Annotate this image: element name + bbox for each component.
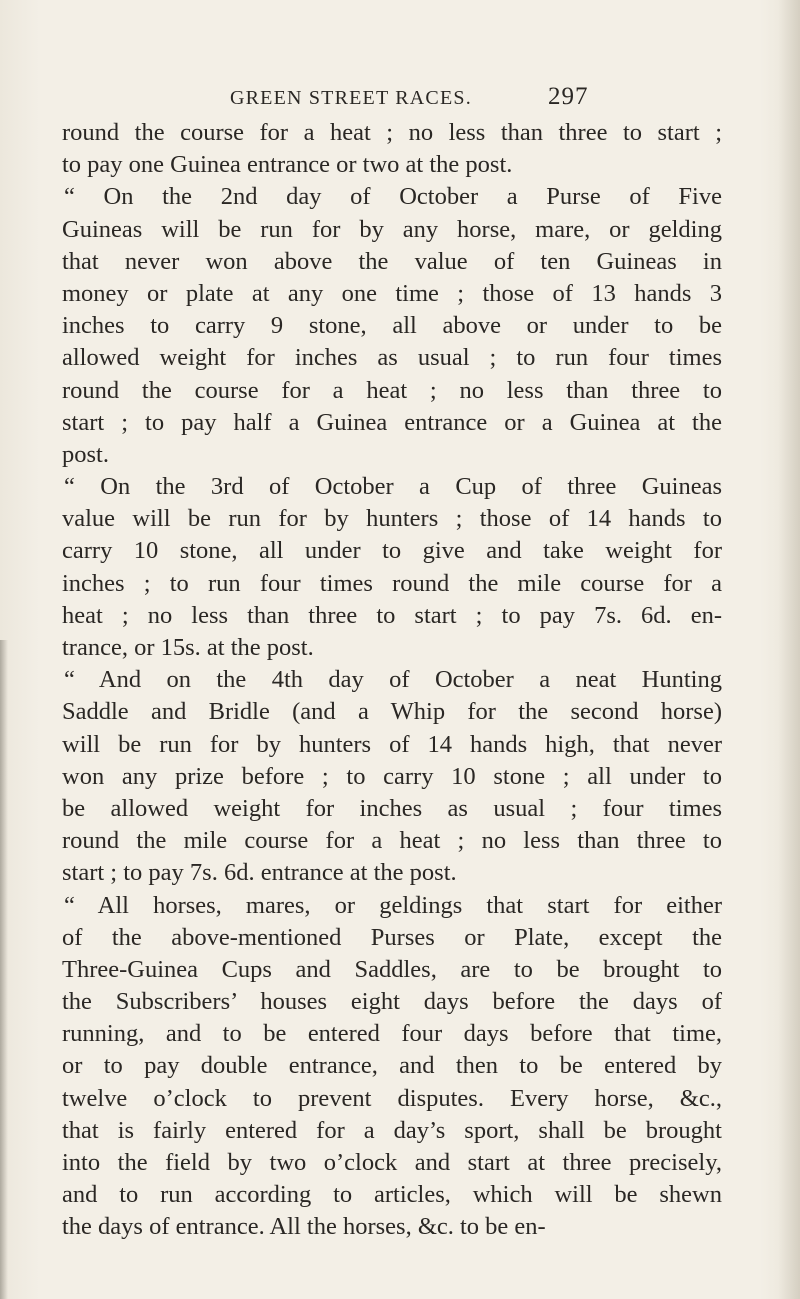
- page-number: 297: [548, 83, 589, 110]
- text-line: round the course for a heat ; no less than three to: [62, 376, 722, 404]
- text-line: post.: [62, 440, 109, 468]
- text-line: value will be run for by hunters ; those of 14 hands to: [62, 505, 722, 533]
- text-line: and to run according to articles, which will be shewn: [62, 1181, 722, 1209]
- text-line: twelve o’clock to prevent disputes. Every horse, &c.,: [62, 1084, 722, 1112]
- text-line: the days of entrance. All the horses, &c. to be en-: [62, 1213, 546, 1241]
- text-line: carry 10 stone, all under to give and take weight for: [62, 537, 722, 565]
- text-line: that is fairly entered for a day’s sport, shall be brought: [62, 1116, 722, 1144]
- text-line: into the field by two o’clock and start at three precisely,: [62, 1149, 722, 1176]
- text-line: start ; to pay half a Guinea entrance or a Guinea at the: [62, 408, 722, 436]
- text-line: inches to carry 9 stone, all above or under to be: [62, 312, 722, 340]
- running-head-title: GREEN STREET RACES.: [230, 87, 472, 109]
- text-line: to pay one Guinea entrance or two at the post.: [62, 151, 513, 179]
- page-edge-shadow: [0, 640, 8, 1299]
- text-line: that never won above the value of ten Guineas in: [62, 247, 722, 275]
- text-line: or to pay double entrance, and then to be entered by: [62, 1052, 722, 1080]
- text-line: of the above-mentioned Purses or Plate, except the: [62, 923, 722, 951]
- body-text: [62, 117, 722, 1244]
- text-line: will be run for by hunters of 14 hands high, that never: [62, 730, 722, 758]
- text-line: the Subscribers’ houses eight days before the days of: [62, 988, 722, 1016]
- text-line: “ And on the 4th day of October a neat Hunting: [64, 666, 722, 694]
- text-line: round the mile course for a heat ; no less than three to: [62, 827, 722, 855]
- text-line: “ All horses, mares, or geldings that start for either: [64, 891, 722, 919]
- text-line: “ On the 2nd day of October a Purse of Five: [64, 183, 722, 211]
- running-head: [230, 83, 630, 113]
- text-line: Guineas will be run for by any horse, mare, or gelding: [62, 215, 722, 243]
- text-line: trance, or 15s. at the post.: [62, 634, 314, 661]
- text-line: Three-Guinea Cups and Saddles, are to be brought to: [62, 955, 722, 983]
- text-line: running, and to be entered four days before that time,: [62, 1020, 722, 1048]
- text-line: money or plate at any one time ; those of 13 hands 3: [62, 279, 722, 307]
- text-line: heat ; no less than three to start ; to pay 7s. 6d. en-: [62, 601, 722, 629]
- text-line: inches ; to run four times round the mile course for a: [62, 569, 722, 597]
- text-line: allowed weight for inches as usual ; to run four times: [62, 344, 722, 372]
- text-line: round the course for a heat ; no less than three to start ;: [62, 119, 722, 146]
- text-line: start ; to pay 7s. 6d. entrance at the post.: [62, 859, 457, 887]
- page-gutter-shadow: [778, 0, 800, 1299]
- text-line: won any prize before ; to carry 10 stone ; all under to: [62, 762, 722, 790]
- text-line: Saddle and Bridle (and a Whip for the second horse): [62, 698, 722, 726]
- text-line: be allowed weight for inches as usual ; four times: [62, 794, 722, 822]
- text-line: “ On the 3rd of October a Cup of three Guineas: [64, 473, 722, 501]
